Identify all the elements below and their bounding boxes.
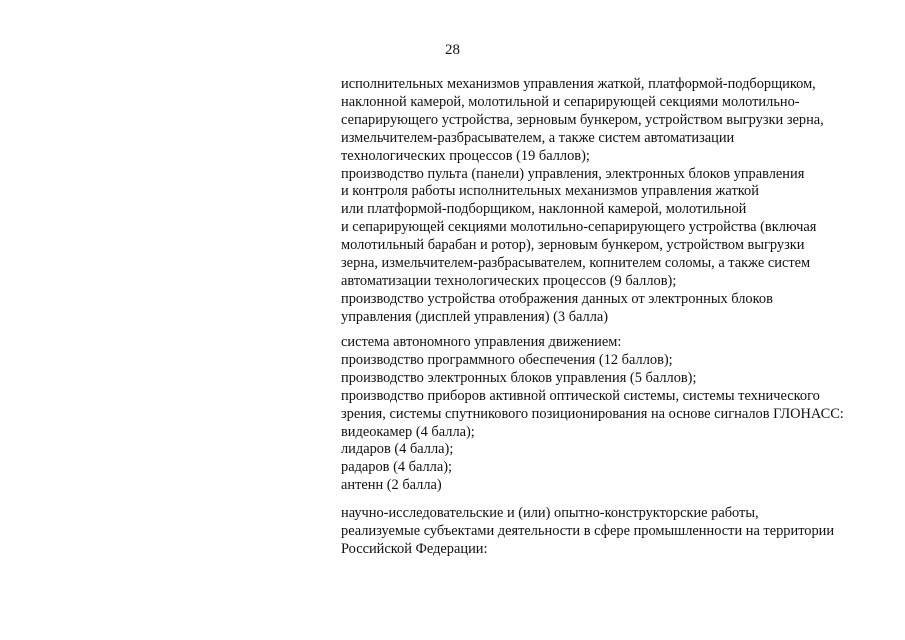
text-line: зрения, системы спутникового позиционирования на основе сигналов ГЛОНАСС: — [341, 405, 844, 422]
text-line: измельчителем-разбрасывателем, а также систем автоматизации — [341, 129, 735, 146]
text-line: производство приборов активной оптической системы, системы технического — [341, 387, 820, 404]
text-line: видеокамер (4 балла); — [341, 423, 475, 440]
text-line: радаров (4 балла); — [341, 459, 453, 476]
text-line: производство пульта (панели) управления, электронных блоков управления — [341, 165, 805, 182]
text-line: система автономного управления движением: — [341, 334, 622, 350]
text-line: управления (дисплей управления) (3 балла) — [341, 308, 609, 325]
text-line: производство программного обеспечения (12 баллов); — [341, 351, 673, 368]
paragraph-research-works — [341, 505, 881, 559]
text-line: производство электронных блоков управления (5 баллов); — [341, 369, 697, 386]
paragraph-components-production — [341, 76, 881, 327]
text-line: сепарирующего устройства, зерновым бункером, устройством выгрузки зерна, — [341, 111, 824, 128]
text-line: реализуемые субъектами деятельности в сфере промышленности на территории — [341, 522, 835, 539]
text-line: исполнительных механизмов управления жаткой, платформой-подборщиком, — [341, 76, 816, 92]
text-line: технологических процессов (19 баллов); — [341, 147, 590, 164]
text-line: наклонной камерой, молотильной и сепарирующей секциями молотильно- — [341, 93, 800, 110]
text-line: лидаров (4 балла); — [341, 441, 454, 458]
paragraph-autonomous-control — [341, 334, 881, 495]
text-line: автоматизации технологических процессов (9 баллов); — [341, 272, 677, 289]
text-line: производство устройства отображения данных от электронных блоков — [341, 290, 773, 307]
text-line: антенн (2 балла) — [341, 477, 442, 494]
text-line: зерна, измельчителем-разбрасывателем, копнителем соломы, а также систем — [341, 255, 811, 272]
text-line: или платформой-подборщиком, наклонной камерой, молотильной — [341, 201, 747, 218]
text-line: научно-исследовательские и (или) опытно-конструкторские работы, — [341, 505, 759, 521]
text-line: Российской Федерации: — [341, 540, 488, 557]
text-line: и контроля работы исполнительных механизмов управления жаткой — [341, 183, 759, 200]
page-number: 28 — [445, 42, 460, 58]
text-line: молотильный барабан и ротор), зерновым бункером, устройством выгрузки — [341, 237, 805, 254]
text-line: и сепарирующей секциями молотильно-сепарирующего устройства (включая — [341, 219, 817, 236]
